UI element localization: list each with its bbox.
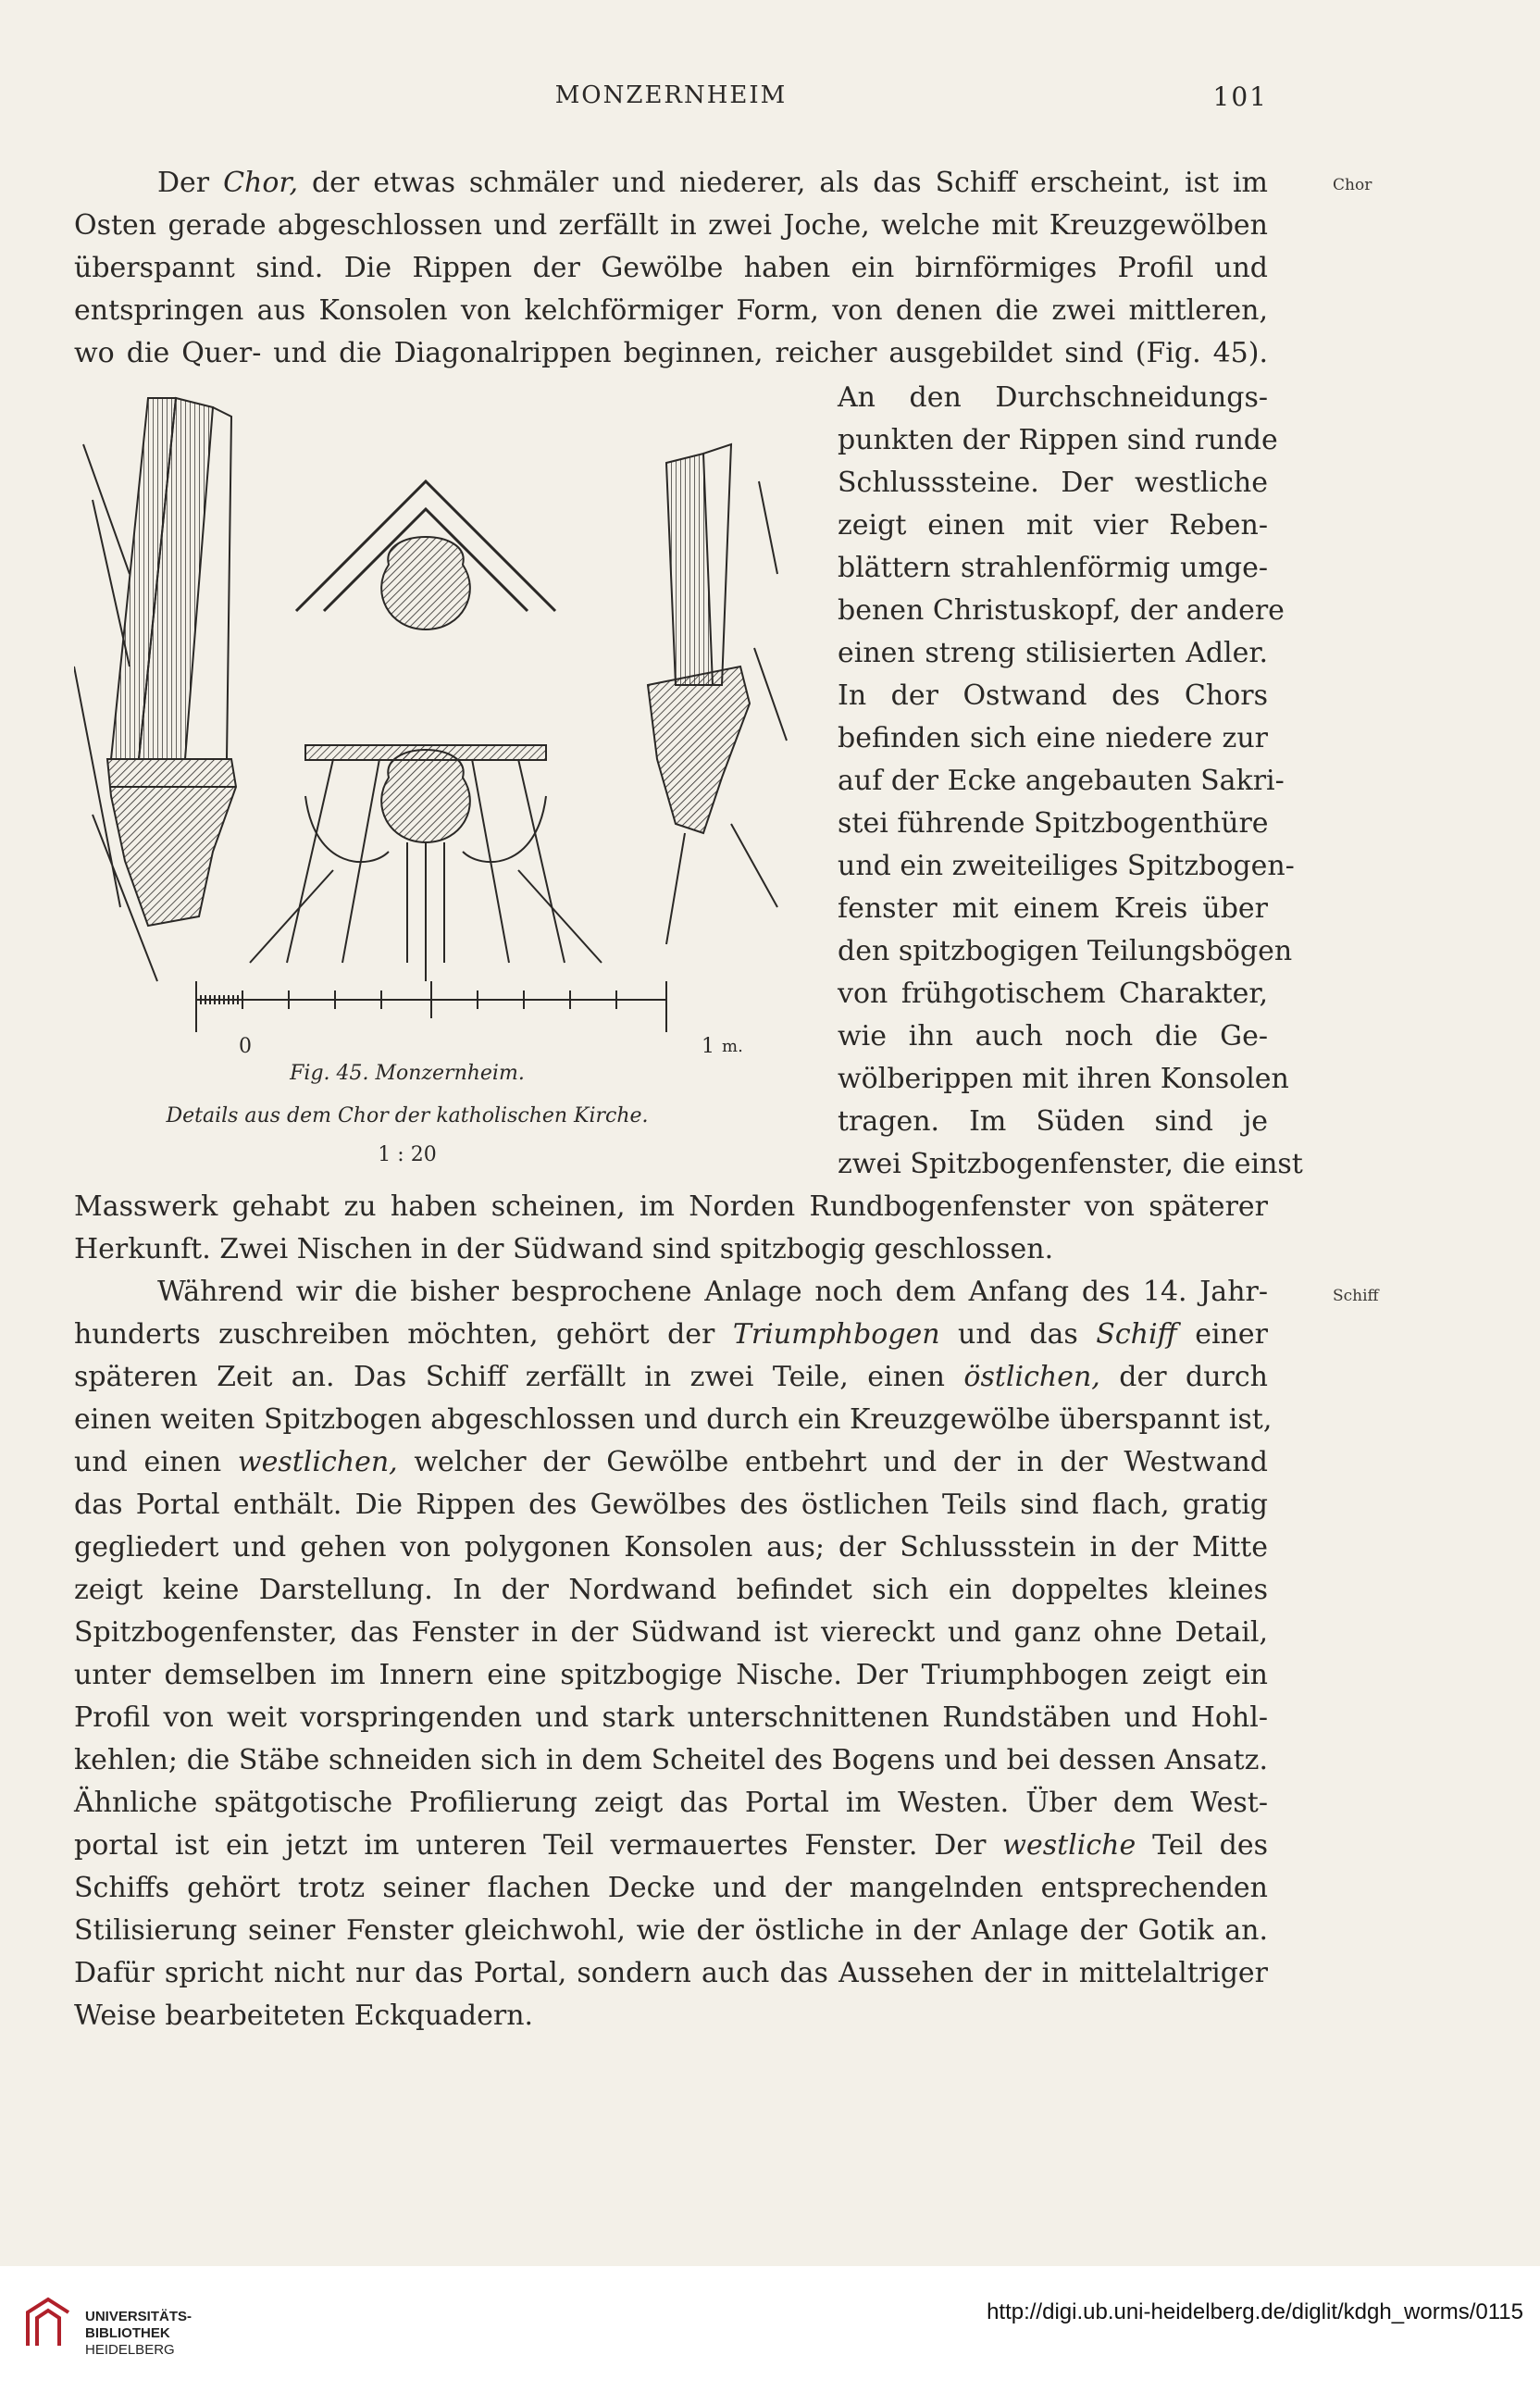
text-run: entspringen aus Konsolen von kelchförmiger Form, von denen die zwei mittleren, (74, 294, 1268, 327)
library-name-line: UNIVERSITÄTS- (85, 2309, 192, 2324)
text-run: welcher der Gewölbe entbehrt und der in der Westwand (397, 1446, 1268, 1478)
text-run: den spitzbogigen Teilungsbögen (838, 935, 1293, 967)
text-run: Profil von weit vorspringenden und stark unterschnittenen Rundstäben und Hohl- (74, 1701, 1268, 1734)
text-line (74, 1655, 1268, 1696)
italic-term: westlichen, (237, 1446, 398, 1478)
text-line (74, 1868, 1268, 1909)
text-line (74, 1357, 1268, 1398)
text-line (838, 505, 1268, 546)
text-run: hunderts zuschreiben möchten, gehört der (74, 1318, 733, 1351)
text-run: einen streng stilisierten Adler. (838, 637, 1268, 669)
text-run: kehlen; die Stäbe schneiden sich in dem Scheitel des Bogens und bei dessen Ansatz. (74, 1744, 1268, 1776)
text-line (74, 1783, 1268, 1824)
text-line (74, 1272, 1268, 1313)
text-run: einen weiten Spitzbogen abgeschlossen und durch ein Kreuzgewölbe überspannt ist, (74, 1403, 1273, 1436)
text-line (74, 1953, 1268, 1994)
text-line (838, 889, 1268, 929)
text-line (74, 1825, 1268, 1866)
text-line (74, 1911, 1268, 1951)
library-footer (0, 2266, 1540, 2392)
text-run: zeigt einen mit vier Reben- (838, 509, 1268, 542)
text-line (74, 1698, 1268, 1738)
text-run: In der Ostwand des Chors (838, 679, 1268, 712)
text-line (74, 163, 1268, 204)
text-line (74, 1400, 1273, 1440)
text-line (838, 1059, 1289, 1100)
text-line (74, 1485, 1268, 1526)
text-run: das Portal enthält. Die Rippen des Gewölbes des östlichen Teils sind flach, gratig (74, 1489, 1268, 1521)
text-line (838, 804, 1268, 844)
text-run: benen Christuskopf, der andere (838, 594, 1285, 627)
figure-caption-description: Details aus dem Chor der katholischen Kirche. (166, 1104, 649, 1127)
scale-zero: 0 (239, 1035, 252, 1058)
italic-term: westliche (1002, 1829, 1136, 1862)
text-line (838, 846, 1295, 887)
text-run: Ähnliche spätgotische Profilierung zeigt das Portal im Westen. Über dem West- (74, 1787, 1268, 1819)
text-line (74, 291, 1268, 331)
text-run: der etwas schmäler und niederer, als das Schiff erscheint, ist im (298, 167, 1268, 199)
page-number: 101 (1212, 81, 1268, 112)
text-run: einer (1176, 1318, 1268, 1351)
text-line (74, 206, 1268, 246)
figure-caption-title: Fig. 45. Monzernheim. (290, 1062, 525, 1085)
text-run: Der (157, 167, 224, 199)
text-run: und ein zweiteiliges Spitzbogen- (838, 850, 1295, 882)
text-line (838, 548, 1268, 589)
text-run: stei führende Spitzbogenthüre (838, 807, 1269, 840)
source-url-link[interactable]: http://digi.ub.uni-heidelberg.de/diglit/kdgh_worms/0115 (987, 2299, 1523, 2324)
library-logo-icon (20, 2294, 76, 2353)
text-run: Spitzbogenfenster, das Fenster in der Südwand ist viereckt und ganz ohne Detail, (74, 1616, 1268, 1649)
text-run: gegliedert und gehen von polygonen Konsolen aus; der Schlussstein in der Mitte (74, 1531, 1268, 1564)
text-line (838, 931, 1293, 972)
text-run: unter demselben im Innern eine spitzbogige Nische. Der Triumphbogen zeigt ein (74, 1659, 1268, 1691)
text-run: zwei Spitzbogenfenster, die einst (838, 1148, 1303, 1180)
text-run: überspannt sind. Die Rippen der Gewölbe haben ein birnförmiges Profil und (74, 252, 1268, 284)
text-run: der durch (1099, 1361, 1268, 1393)
text-run: tragen. Im Süden sind je (838, 1105, 1268, 1138)
text-line (74, 333, 1268, 374)
margin-note-chor: Chor (1333, 176, 1372, 194)
text-run: Dafür spricht nicht nur das Portal, sondern auch das Aussehen der in mittelaltriger (74, 1957, 1268, 1989)
text-run: Osten gerade abgeschlossen und zerfällt in zwei Joche, welche mit Kreuzgewölben (74, 209, 1268, 242)
text-run: Teil des (1136, 1829, 1268, 1862)
text-line (838, 1102, 1268, 1142)
italic-term: Chor, (223, 167, 299, 199)
text-run: Masswerk gehabt zu haben scheinen, im Norden Rundbogenfenster von späterer (74, 1190, 1268, 1223)
running-header (74, 81, 1268, 118)
text-line (838, 718, 1268, 759)
text-line (838, 591, 1285, 631)
text-run: blättern strahlenförmig umge- (838, 552, 1268, 584)
text-line (74, 1527, 1268, 1568)
text-run: auf der Ecke angebauten Sakri- (838, 765, 1285, 797)
text-line (838, 974, 1268, 1015)
text-line (74, 1442, 1268, 1483)
library-name (85, 2309, 192, 2359)
text-run: wie ihn auch noch die Ge- (838, 1020, 1268, 1053)
text-line (838, 676, 1268, 716)
text-run: Schiffs gehört trotz seiner flachen Decke und der mangelnden entsprechenden (74, 1872, 1268, 1904)
text-line (74, 248, 1268, 289)
text-run: Schlusssteine. Der westliche (838, 467, 1268, 499)
text-run: befinden sich eine niedere zur (838, 722, 1268, 754)
text-line (838, 1016, 1268, 1057)
text-run: wölberippen mit ihren Konsolen (838, 1063, 1289, 1095)
text-line (838, 1144, 1303, 1185)
text-run: punkten der Rippen sind runde (838, 424, 1278, 456)
text-line (838, 463, 1268, 504)
running-title: MONZERNHEIM (554, 81, 788, 109)
scale-one: 1 (702, 1035, 714, 1058)
text-run: und das (939, 1318, 1097, 1351)
text-line (838, 420, 1278, 461)
text-run: Herkunft. Zwei Nischen in der Südwand sind spitzbogig geschlossen. (74, 1233, 1054, 1265)
text-run: späteren Zeit an. Das Schiff zerfällt in zwei Teile, einen (74, 1361, 964, 1393)
text-run: An den Durchschneidungs- (838, 381, 1268, 414)
text-line (74, 1613, 1268, 1653)
text-line (74, 1187, 1268, 1227)
text-line (838, 761, 1285, 802)
text-run: portal ist ein jetzt im unteren Teil vermauertes Fenster. Der (74, 1829, 1003, 1862)
figure-caption-scale: 1 : 20 (378, 1143, 437, 1166)
text-line (838, 378, 1268, 418)
margin-note-schiff: Schiff (1333, 1287, 1379, 1305)
text-run: Während wir die bisher besprochene Anlage noch dem Anfang des 14. Jahr- (157, 1276, 1268, 1308)
text-run: Weise bearbeiteten Eckquadern. (74, 2000, 534, 2032)
text-line (838, 633, 1268, 674)
text-run: von frühgotischem Charakter, (838, 978, 1268, 1010)
scale-unit: m. (722, 1037, 743, 1056)
text-line (74, 1314, 1268, 1355)
text-line (74, 1996, 1268, 2037)
italic-term: Schiff (1096, 1318, 1177, 1351)
text-run: wo die Quer- und die Diagonalrippen beginnen, reicher ausgebildet sind (Fig. 45). (74, 337, 1268, 369)
library-name-line: HEIDELBERG (85, 2342, 175, 2358)
text-run: und einen (74, 1446, 238, 1478)
library-name-line: BIBLIOTHEK (85, 2325, 170, 2341)
text-line (74, 1229, 1268, 1270)
text-run: fenster mit einem Kreis über (838, 892, 1268, 925)
italic-term: östlichen, (963, 1361, 1100, 1393)
text-line (74, 1740, 1268, 1781)
text-line (74, 1570, 1268, 1611)
italic-term: Triumphbogen (732, 1318, 940, 1351)
text-run: Stilisierung seiner Fenster gleichwohl, wie der östliche in der Anlage der Gotik an. (74, 1914, 1268, 1947)
text-run: zeigt keine Darstellung. In der Nordwand befindet sich ein doppeltes kleines (74, 1574, 1268, 1606)
